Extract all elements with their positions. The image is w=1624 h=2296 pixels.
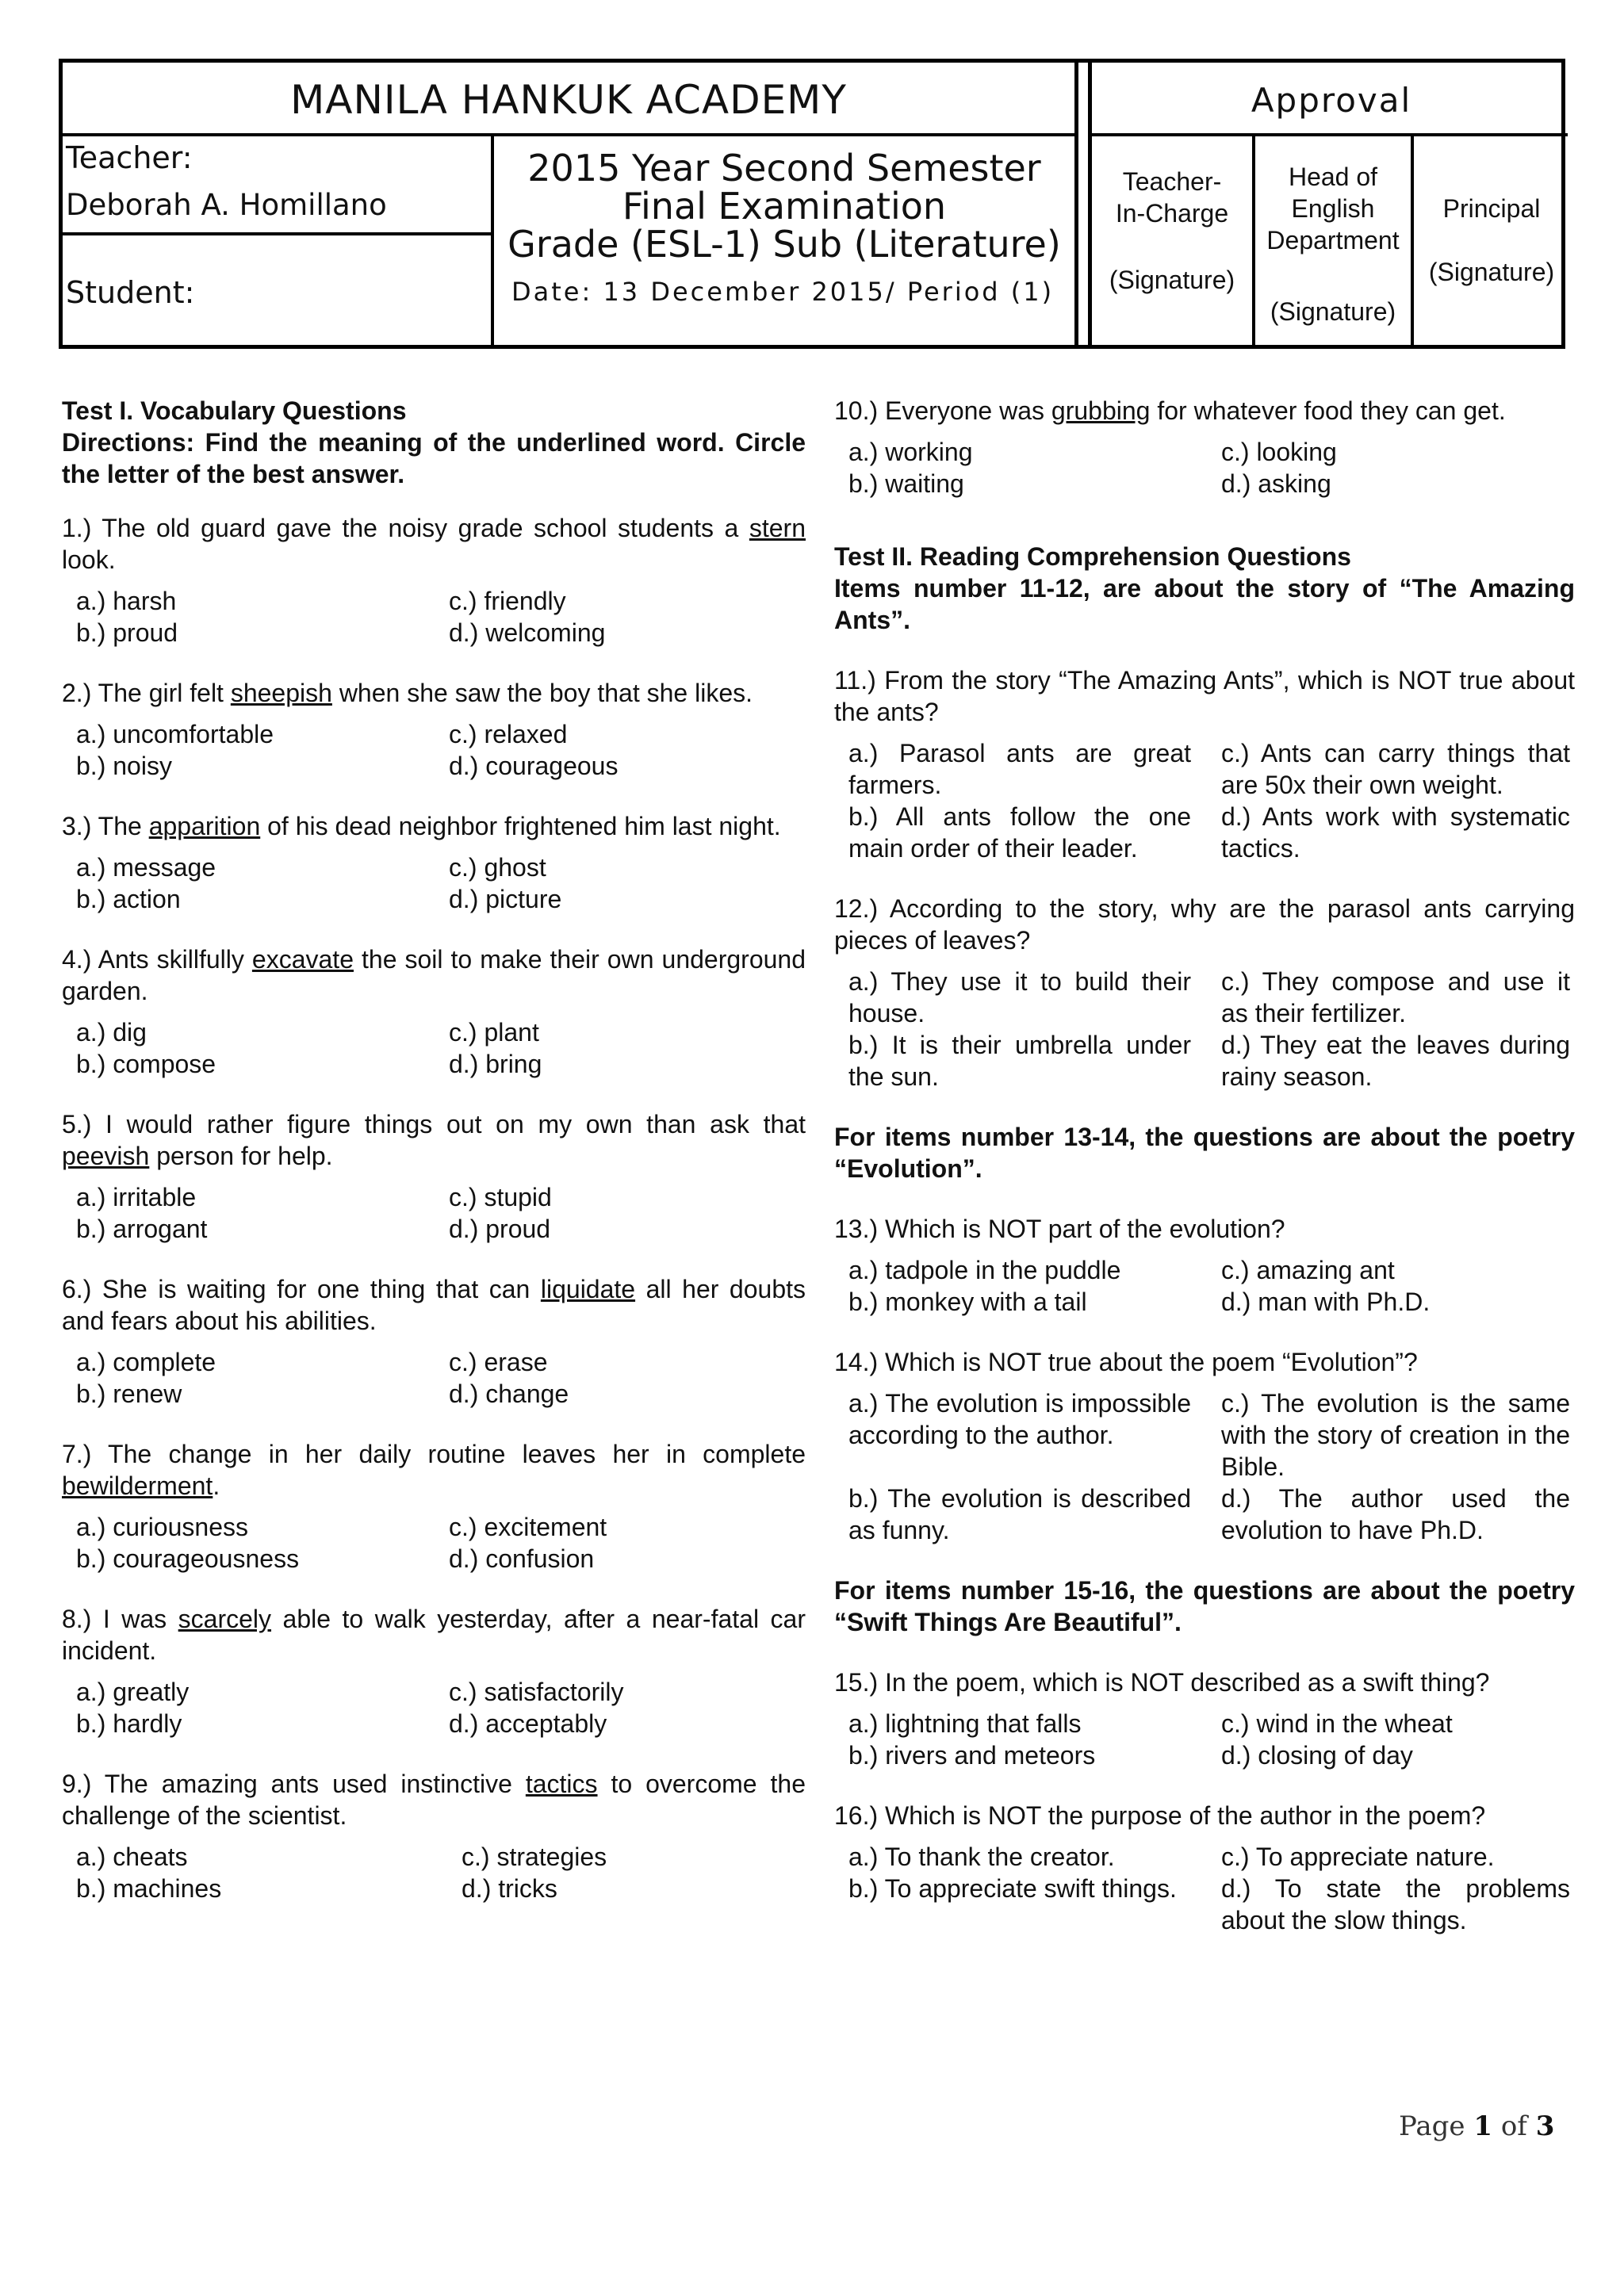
question-suffix: . xyxy=(213,1471,220,1500)
question-11-options xyxy=(834,737,1575,864)
underlined-word: liquidate xyxy=(540,1275,636,1303)
question-suffix: the soil to make their own underground garden. xyxy=(62,945,806,1005)
answer-options xyxy=(834,436,1575,499)
signature-placeholder: (Signature) xyxy=(1270,297,1396,326)
test2-intro-ants: Items number 11-12, are about the story of “The Amazing Ants”. xyxy=(834,574,1575,634)
page-word: Page xyxy=(1399,2110,1465,2142)
option-d[interactable]: d.) tricks xyxy=(462,1874,557,1903)
question-text xyxy=(62,1108,806,1172)
vocabulary-question xyxy=(62,1603,806,1739)
vocabulary-question xyxy=(62,1108,806,1245)
answer-options xyxy=(62,1676,806,1739)
option-a[interactable]: a.) dig xyxy=(76,1018,147,1047)
question-13: 13.) Which is NOT part of the evolution? xyxy=(834,1215,1285,1243)
teacher-in-charge-signature xyxy=(1092,137,1252,350)
option-b[interactable]: b.) action xyxy=(76,885,181,913)
option-b[interactable]: b.) The evolution is described as funny. xyxy=(848,1484,1191,1544)
student-label: Student: xyxy=(66,275,195,310)
vocabulary-question-list xyxy=(62,512,806,1904)
option-d[interactable]: d.) confusion xyxy=(449,1544,595,1573)
answer-options xyxy=(62,585,806,649)
option-d[interactable]: d.) courageous xyxy=(449,752,619,780)
option-c[interactable]: c.) To appreciate nature. xyxy=(1221,1843,1495,1871)
option-a[interactable]: a.) To thank the creator. xyxy=(848,1843,1115,1871)
question-16: 16.) Which is NOT the purpose of the author in the poem? xyxy=(834,1801,1486,1830)
test2-intro-evolution: For items number 13-14, the questions are about the poetry “Evolution”. xyxy=(834,1123,1575,1183)
option-a[interactable]: a.) irritable xyxy=(76,1183,197,1211)
role-label: Head of xyxy=(1288,163,1378,191)
role-label: English xyxy=(1291,194,1375,223)
option-d[interactable]: d.) change xyxy=(449,1380,569,1408)
question-prefix: 10.) Everyone was xyxy=(834,396,1051,425)
option-a[interactable]: a.) The evolution is impossible according to the author. xyxy=(848,1389,1191,1449)
underlined-word: apparition xyxy=(148,812,261,840)
divider-vertical xyxy=(1074,63,1078,345)
option-a[interactable]: a.) complete xyxy=(76,1348,216,1376)
option-a[interactable]: a.) harsh xyxy=(76,587,177,615)
head-of-department-signature xyxy=(1255,137,1411,350)
question-prefix: 1.) The old guard gave the noisy grade school students a xyxy=(62,514,749,542)
option-b[interactable]: b.) compose xyxy=(76,1050,216,1078)
question-11: 11.) From the story “The Amazing Ants”, which is NOT true about the ants? xyxy=(834,666,1575,726)
exam-title-block xyxy=(494,137,1074,350)
question-prefix: 6.) She is waiting for one thing that can xyxy=(62,1275,541,1303)
question-suffix: all her doubts and fears about his abilities. xyxy=(62,1275,806,1335)
question-13-options xyxy=(834,1254,1575,1318)
option-a[interactable]: a.) cheats xyxy=(76,1843,188,1871)
question-15-options xyxy=(834,1708,1575,1771)
exam-grade-subject: Grade (ESL-1) Sub (Literature) xyxy=(508,223,1061,266)
question-suffix: for whatever food they can get. xyxy=(1150,396,1506,425)
option-a[interactable]: a.) uncomfortable xyxy=(76,720,274,748)
option-c[interactable]: c.) relaxed xyxy=(449,720,568,748)
option-a[interactable]: a.) tadpole in the puddle xyxy=(848,1256,1121,1284)
role-label: Department xyxy=(1266,226,1400,254)
option-c[interactable]: c.) strategies xyxy=(462,1843,607,1871)
question-prefix: 3.) The xyxy=(62,812,149,840)
option-b[interactable]: b.) It is their umbrella under the sun. xyxy=(848,1031,1191,1091)
underlined-word: peevish xyxy=(62,1142,150,1170)
option-c[interactable]: c.) plant xyxy=(449,1018,539,1047)
option-a[interactable]: a.) message xyxy=(76,853,216,882)
option-c[interactable]: c.) friendly xyxy=(449,587,566,615)
question-prefix: 8.) I was xyxy=(62,1605,178,1633)
answer-options xyxy=(62,1841,806,1904)
vocabulary-question-list xyxy=(834,395,1575,499)
question-text xyxy=(62,943,806,1007)
option-a[interactable]: a.) working xyxy=(848,438,973,466)
question-text xyxy=(62,1768,806,1831)
exam-header-table xyxy=(59,59,1565,349)
option-b[interactable]: b.) arrogant xyxy=(76,1215,208,1243)
option-d[interactable]: d.) The author used the evolution to have Ph.D. xyxy=(1221,1484,1570,1544)
option-d[interactable]: d.) proud xyxy=(449,1215,551,1243)
question-suffix: when she saw the boy that she likes. xyxy=(331,679,753,707)
option-b[interactable]: b.) To appreciate swift things. xyxy=(848,1874,1177,1903)
option-c[interactable]: c.) ghost xyxy=(449,853,546,882)
question-text xyxy=(834,395,1575,427)
option-d[interactable]: d.) asking xyxy=(1221,469,1331,498)
test2-intro-swift-things: For items number 15-16, the questions are about the poetry “Swift Things Are Beautiful”. xyxy=(834,1576,1575,1636)
question-prefix: 5.) I would rather figure things out on my own than ask that xyxy=(62,1110,806,1138)
option-d[interactable]: d.) bring xyxy=(449,1050,542,1078)
option-c[interactable]: c.) Ants can carry things that are 50x their own weight. xyxy=(1221,739,1570,799)
option-a[interactable]: a.) Parasol ants are great farmers. xyxy=(848,739,1191,799)
option-d[interactable]: d.) acceptably xyxy=(449,1709,607,1738)
option-d[interactable]: d.) To state the problems about the slow things. xyxy=(1221,1874,1570,1934)
underlined-word: excavate xyxy=(251,945,354,974)
option-c[interactable]: c.) The evolution is the same with the story of creation in the Bible. xyxy=(1221,1389,1570,1481)
question-14-options xyxy=(834,1387,1575,1546)
question-text xyxy=(62,810,806,842)
option-b[interactable]: b.) rivers and meteors xyxy=(848,1741,1096,1770)
vocabulary-question xyxy=(62,943,806,1080)
option-d[interactable]: d.) closing of day xyxy=(1221,1741,1413,1770)
question-suffix: look. xyxy=(62,545,116,574)
answer-options xyxy=(62,1181,806,1245)
option-a[interactable]: a.) curiousness xyxy=(76,1513,248,1541)
option-c[interactable]: c.) stupid xyxy=(449,1183,552,1211)
option-c[interactable]: c.) looking xyxy=(1221,438,1337,466)
option-b[interactable]: b.) All ants follow the one main order of their leader. xyxy=(848,802,1191,863)
option-d[interactable]: d.) Ants work with systematic tactics. xyxy=(1221,802,1570,863)
question-prefix: 9.) The amazing ants used instinctive xyxy=(62,1770,526,1798)
option-c[interactable]: c.) erase xyxy=(449,1348,548,1376)
left-column xyxy=(62,395,806,1904)
answer-options xyxy=(62,1511,806,1575)
principal-signature xyxy=(1414,137,1569,350)
vocabulary-question xyxy=(62,677,806,782)
option-a[interactable]: a.) They use it to build their house. xyxy=(848,967,1191,1027)
underlined-word: stern xyxy=(749,514,806,542)
option-c[interactable]: c.) They compose and use it as their fertilizer. xyxy=(1221,967,1570,1027)
option-b[interactable]: b.) waiting xyxy=(848,469,964,498)
question-prefix: 4.) Ants skillfully xyxy=(62,945,252,974)
school-name: MANILA HANKUK ACADEMY xyxy=(290,77,847,123)
vocabulary-question xyxy=(834,395,1575,499)
question-15: 15.) In the poem, which is NOT described as a swift thing? xyxy=(834,1668,1490,1697)
exam-type: Final Examination xyxy=(622,185,947,228)
role-label: Teacher- xyxy=(1122,167,1222,196)
page-current: 1 xyxy=(1473,2110,1492,2142)
test1-directions: Directions: Find the meaning of the underlined word. Circle the letter of the best answer. xyxy=(62,428,806,488)
option-b[interactable]: b.) monkey with a tail xyxy=(848,1288,1087,1316)
role-label: In-Charge xyxy=(1115,199,1229,228)
teacher-label: Teacher: xyxy=(66,140,193,175)
underlined-word: grubbing xyxy=(1051,396,1151,425)
right-column xyxy=(834,395,1575,1936)
question-prefix: 2.) The girl felt xyxy=(62,679,231,707)
signature-placeholder: (Signature) xyxy=(1109,266,1235,294)
question-suffix: person for help. xyxy=(149,1142,333,1170)
option-d[interactable]: d.) man with Ph.D. xyxy=(1221,1288,1431,1316)
page-number xyxy=(1399,2110,1554,2142)
vocabulary-question xyxy=(62,1273,806,1410)
question-12-options xyxy=(834,966,1575,1093)
option-a[interactable]: a.) lightning that falls xyxy=(848,1709,1082,1738)
option-b[interactable]: b.) renew xyxy=(76,1380,182,1408)
question-suffix: to overcome the challenge of the scientist. xyxy=(62,1770,806,1830)
question-12: 12.) According to the story, why are the parasol ants carrying pieces of leaves? xyxy=(834,894,1575,955)
vocabulary-question xyxy=(62,512,806,649)
question-text xyxy=(62,1603,806,1667)
role-label: Principal xyxy=(1442,194,1541,223)
underlined-word: sheepish xyxy=(230,679,332,707)
teacher-name: Deborah A. Homillano xyxy=(66,188,387,222)
vocabulary-question xyxy=(62,810,806,915)
question-text xyxy=(62,677,806,709)
question-prefix: 7.) The change in her daily routine leaves her in complete xyxy=(62,1440,806,1468)
approval-title: Approval xyxy=(1251,80,1412,120)
option-d[interactable]: d.) They eat the leaves during rainy season. xyxy=(1221,1031,1570,1091)
option-c[interactable]: c.) amazing ant xyxy=(1221,1256,1395,1284)
option-d[interactable]: d.) picture xyxy=(449,885,562,913)
test1-title: Test I. Vocabulary Questions xyxy=(62,396,407,425)
answer-options xyxy=(62,718,806,782)
option-c[interactable]: c.) wind in the wheat xyxy=(1221,1709,1453,1738)
vocabulary-question xyxy=(62,1768,806,1904)
question-text xyxy=(62,512,806,576)
option-c[interactable]: c.) satisfactorily xyxy=(449,1678,624,1706)
underlined-word: tactics xyxy=(525,1770,598,1798)
option-b[interactable]: b.) hardly xyxy=(76,1709,182,1738)
question-suffix: able to walk yesterday, after a near-fatal car incident. xyxy=(62,1605,806,1665)
question-16-options xyxy=(834,1841,1575,1936)
of-word: of xyxy=(1500,2110,1527,2142)
option-b[interactable]: b.) noisy xyxy=(76,752,172,780)
option-b[interactable]: b.) proud xyxy=(76,618,178,647)
option-b[interactable]: b.) machines xyxy=(76,1874,222,1903)
answer-options xyxy=(62,1016,806,1080)
underlined-word: bewilderment xyxy=(62,1471,213,1500)
option-b[interactable]: b.) courageousness xyxy=(76,1544,300,1573)
page-total: 3 xyxy=(1535,2110,1555,2142)
option-c[interactable]: c.) excitement xyxy=(449,1513,607,1541)
answer-options xyxy=(62,1346,806,1410)
option-d[interactable]: d.) welcoming xyxy=(449,618,606,647)
vocabulary-question xyxy=(62,1438,806,1575)
divider-horizontal xyxy=(63,232,491,235)
question-suffix: of his dead neighbor frightened him last night. xyxy=(260,812,781,840)
question-14: 14.) Which is NOT true about the poem “Evolution”? xyxy=(834,1348,1418,1376)
answer-options xyxy=(62,851,806,915)
option-a[interactable]: a.) greatly xyxy=(76,1678,190,1706)
question-text xyxy=(62,1273,806,1337)
exam-year-semester: 2015 Year Second Semester xyxy=(527,147,1041,189)
signature-placeholder: (Signature) xyxy=(1428,258,1555,286)
exam-date: Date: 13 December 2015/ Period (1) xyxy=(511,277,1055,307)
question-text xyxy=(62,1438,806,1502)
test2-title: Test II. Reading Comprehension Questions xyxy=(834,542,1351,571)
underlined-word: scarcely xyxy=(178,1605,272,1633)
